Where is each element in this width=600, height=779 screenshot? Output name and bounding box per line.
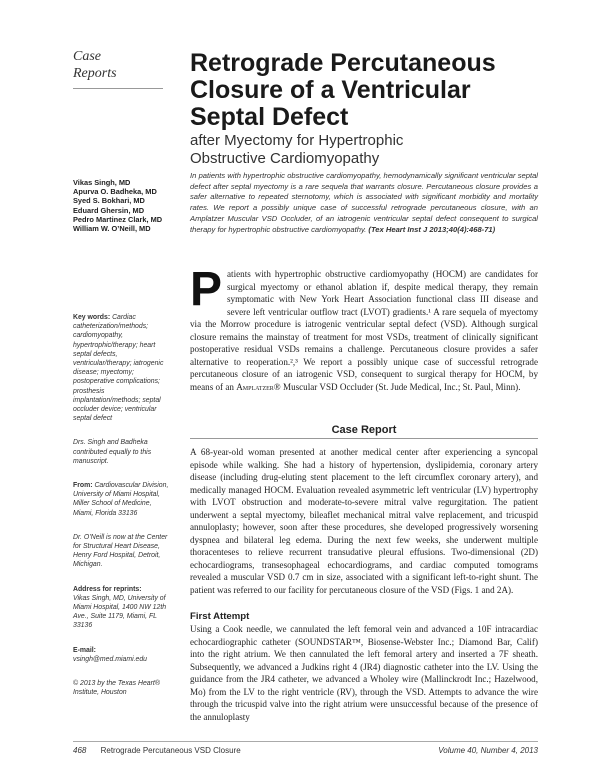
affiliation-block: [73, 481, 173, 518]
article-subtitle: [190, 132, 520, 168]
intro-paragraph: [190, 263, 538, 393]
drop-cap: P: [190, 263, 223, 316]
intro-text: atients with hypertrophic obstructive cardiomyopathy (HOCM) are candidates for surgical myectomy or ethanol ablation if, despite medical therapy, they remain symptomatic with New York Heart Association functional class III disease and severe left ventricular outflow tract (LVOT) gradients.¹ A rare sequela of myectomy via the Morrow procedure is iatrogenic ventricular septal defect (VSD). Although surgical closure remains the mainstay of treatment for most VSDs, treatment of clinically significant postoperative residual VSDs remains a challenge. Percutaneous closure provides a safer alternative to reoperation.²,³ We report a possibly unique case of successful retrograde percutaneous closure of an iatrogenic VSD, consequent to surgical therapy for HOCM, by means of an: [190, 269, 538, 392]
reprints-label: Address for reprints:: [73, 585, 142, 593]
abstract-text: In patients with hypertrophic obstructive cardiomyopathy, hemodynamically significant ventricular septal defect after septal myectomy is a rare sequela that warrants closure. Percutaneous closure provides a safer alternative to repeated sternotomy, which is associated with significant morbidity and mortality rates. We report a possibly unique case of successful retrograde percutaneous closure, with an Amplatzer Muscular VSD Occluder, of an iatrogenic ventricular septal defect consequent to surgical therapy for hypertrophic obstructive cardiomyopathy.: [190, 171, 538, 234]
reprints-block: [73, 585, 173, 631]
author-name: William W. O’Neill, MD: [73, 224, 151, 234]
first-attempt-paragraph: Using a Cook needle, we cannulated the left femoral vein and advanced a 10F intracardiac echocardiographic catheter (SOUNDSTAR™, Biosense-Webster Inc.; Diamond Bar, Calif) into the right atrium. We then cannulated the left femoral artery and inserted a 7F sheath. Subsequently, we advanced a Judkins right 4 (JR4) diagnostic catheter into the LV. Using the guidance from the JR4 catheter, we advanced a Wholey wire (Mallinckrodt Inc.; Hazelwood, Mo) from the LV to the right ventricle (RV), through the VSD. Attempts to advance the wire through the tricuspid valve into the right atrium were unsuccessful because of the presence of the annuloplasty: [190, 624, 538, 722]
equal-contribution-note: Drs. Singh and Badheka contributed equally to this manuscript.: [73, 439, 152, 465]
title-line-2: Closure of a Ventricular: [190, 76, 471, 104]
intro-text-end: ® Muscular VSD Occluder (St. Jude Medical, Inc.; St. Paul, Minn).: [273, 381, 521, 392]
author-name: Pedro Martinez Clark, MD: [73, 214, 163, 224]
abstract-citation: (Tex Heart Inst J 2013;40(4):468-71): [368, 224, 496, 234]
subtitle-line-2: Obstructive Cardiomyopathy: [190, 150, 380, 167]
section-label-line2: Reports: [73, 66, 117, 81]
intro-device-name: Amplatzer: [236, 381, 274, 392]
keywords-text: Cardiac catheterization/methods; cardiomyopathy, hypertrophic/therapy; heart septal defects, ventricular/therapy; iatrogenic disease; myectomy; postoperative complications; prosthesis implantation/methods; septal occluder device; ventricular septal defect: [73, 314, 164, 423]
email-label: E-mail:: [73, 646, 96, 654]
affiliation-text: Cardiovascular Division, University of Miami Hospital, Miller School of Medicine, Miami, Florida 33136: [73, 482, 169, 517]
email-address[interactable]: vsingh@med.miami.edu: [73, 655, 148, 663]
case-report-rule: [190, 438, 538, 439]
case-report-paragraph: A 68-year-old woman presented at another medical center after experiencing a syncopal episode while walking. She had a history of hypertension, dyslipidemia, coronary artery disease (including drug-eluting stent placement to the left circumflex coronary artery), and medically managed HOCM. Evaluation revealed asymmetric left ventricular (LV) hypertrophy with LVOT obstruction and moderate-to-severe mitral valve regurgitation. The patient underwent a septal myectomy, bileaflet mechanical mitral valve replacement, and tricuspid annuloplasty; however, soon after these procedures, she developed progressively worsening dyspnea and bilateral leg edema. During the next few weeks, she underwent multiple thoracenteses to relieve recurrent transudative pleural effusions. Two-dimensional (2D) echocardiograms, transesophageal echocardiograms, and cardiac computed tomograms revealed a muscular VSD 0.7 cm in size, associated with a significant left-to-right shunt. The patient was referred to our facility for percutaneous closure of the VSD (Figs. 1 and 2A).: [190, 447, 538, 595]
footer-rule: [73, 741, 538, 742]
oneill-note: Dr. O’Neill is now at the Center for Structural Heart Disease, Henry Ford Hospital, Detroit, Michigan.: [73, 533, 168, 569]
copyright-note: © 2013 by the Texas Heart® Institute, Houston: [73, 680, 160, 697]
article-title: [190, 50, 530, 131]
page-number: 468: [73, 746, 87, 755]
reprints-address: Vikas Singh, MD, University of Miami Hospital, 1400 NW 12th Ave., Suite 1179, Miami, FL 33136: [73, 594, 167, 630]
first-attempt-heading: First Attempt: [190, 611, 250, 622]
abstract: [190, 171, 538, 235]
keywords-label: Key words:: [73, 314, 111, 321]
case-report-heading: Case Report: [331, 424, 397, 436]
footer-left: [73, 746, 241, 755]
sidebar: [73, 313, 173, 713]
author-name: Eduard Ghersin, MD: [73, 205, 145, 215]
section-label-line1: Case: [73, 49, 101, 64]
section-divider: [73, 88, 163, 89]
footer-volume: Volume 40, Number 4, 2013: [438, 746, 538, 755]
running-title: Retrograde Percutaneous VSD Closure: [100, 746, 241, 755]
affiliation-label: From:: [73, 482, 93, 490]
author-name: Syed S. Bokhari, MD: [73, 196, 145, 206]
section-label: [73, 48, 117, 82]
title-line-3: Septal Defect: [190, 103, 349, 131]
email-block: [73, 646, 173, 664]
keywords-block: [73, 313, 173, 423]
author-name: Vikas Singh, MD: [73, 178, 131, 187]
author-list: [73, 178, 183, 233]
author-name: Apurva O. Badheka, MD: [73, 187, 157, 197]
title-line-1: Retrograde Percutaneous: [190, 49, 496, 77]
subtitle-line-1: after Myectomy for Hypertrophic: [190, 132, 404, 149]
